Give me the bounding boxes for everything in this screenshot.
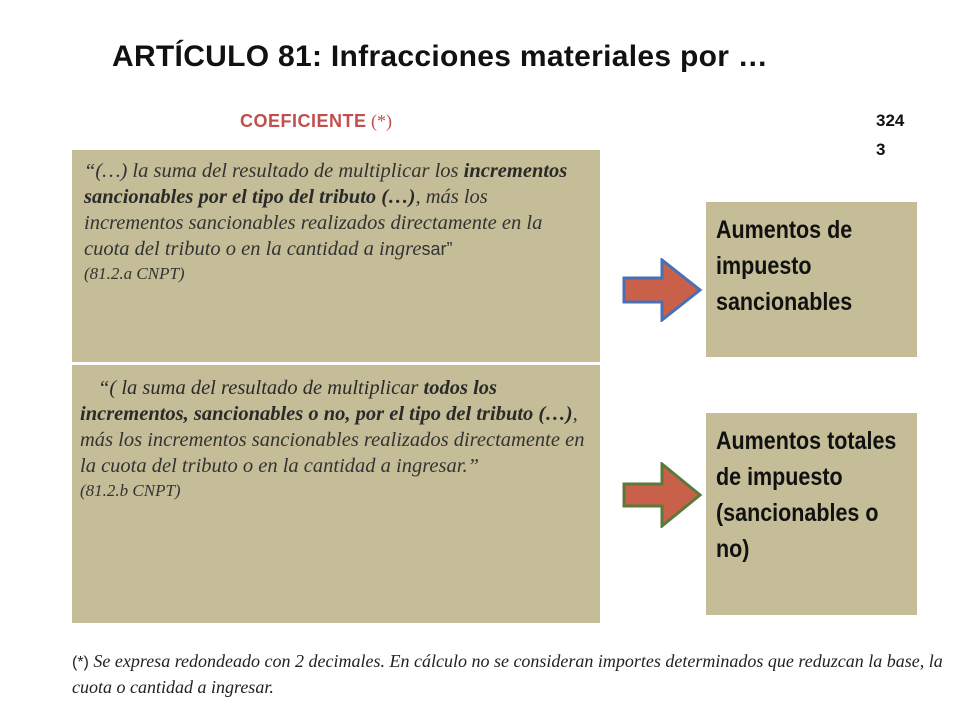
footnote (72, 649, 952, 699)
definition-a-text (84, 158, 592, 262)
page-number-line1: 324 (876, 111, 905, 130)
result-box-taxable-increases (706, 202, 917, 357)
coeficiente-heading (240, 111, 392, 132)
definition-a-part1: “(…) la suma del resultado de multiplicar los (84, 160, 464, 182)
page-number-line2: 3 (876, 140, 886, 159)
footnote-text: Se expresa redondeado con 2 decimales. En cálculo no se consideran importes determinados que reduzcan la base, la cuota o cantidad a ingresar. (72, 651, 943, 697)
definition-b-part2: , más los incrementos sancionables realizados directamente en la cuota del tributo o en la cantidad a ingresar.” (80, 403, 585, 477)
coeficiente-asterisk: (*) (371, 111, 393, 131)
slide-title: ARTÍCULO 81: Infracciones materiales por … (112, 40, 769, 73)
definition-b-reference: (81.2.b CNPT) (80, 481, 181, 500)
definition-a-part2: , más los incrementos sancionables realizados directamente en la cuota del tributo o en la cantidad a ingre (84, 186, 543, 260)
definition-a-bold: incrementos sancionables por el tipo del tributo (…) (84, 160, 568, 208)
definition-b-bold: todos los incrementos, sancionables o no, por el tipo del tributo (…) (80, 377, 573, 425)
coeficiente-label: COEFICIENTE (240, 111, 367, 131)
definition-a-reference: (81.2.a CNPT) (84, 264, 185, 283)
result-box-total-increases (706, 413, 917, 615)
footnote-mark: (*) (72, 654, 89, 671)
result-2-text: Aumentos totales de impuesto (sancionables o no) (716, 427, 897, 563)
definition-box-a (72, 150, 600, 362)
page-number (876, 106, 936, 164)
right-arrow-icon (622, 258, 704, 322)
definition-box-b (72, 365, 600, 623)
definition-a-part3: sar” (421, 239, 453, 259)
definition-b-part1: “( la suma del resultado de multiplicar (98, 377, 424, 399)
right-arrow-icon (622, 462, 704, 528)
definition-b-text (80, 375, 592, 479)
result-1-text: Aumentos de impuesto sancionables (716, 216, 853, 316)
